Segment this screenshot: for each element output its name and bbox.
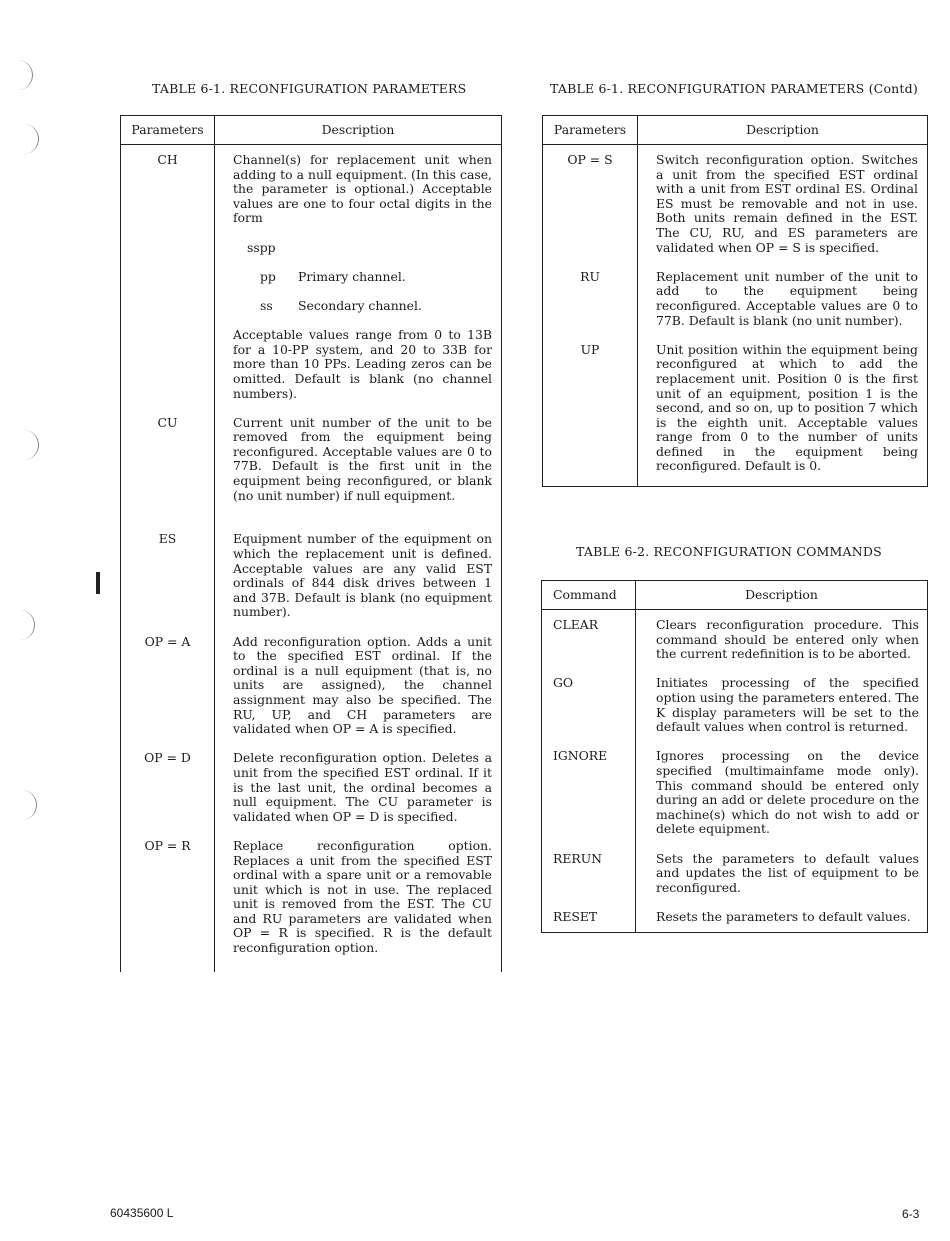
param-es: ES [121,532,215,634]
param-op-d: OP = D [121,751,215,839]
param-ch-text: Channel(s) for replacement unit when adding to a null equipment. (In this case, the parameter is optional.) Acceptable values are one to four octal digits in the form [233,152,492,226]
table-row [542,852,928,910]
table-6-1-title: TABLE 6-1. RECONFIGURATION PARAMETERS [152,81,467,96]
column-header-description: Description [638,116,928,145]
table-row [543,145,928,270]
param-ch-form: sspp [247,239,276,255]
table-row [121,635,502,752]
param-up: UP [543,343,638,487]
table-6-1-contd-title: TABLE 6-1. RECONFIGURATION PARAMETERS (Contd) [550,81,918,96]
table-row [542,610,928,677]
param-ru: RU [543,270,638,343]
command-rerun: RERUN [542,852,636,910]
param-ch-description [215,145,502,416]
param-op-s-description: Switch reconfiguration option. Switches a unit from the specified EST ordinal with a unit from EST ordinal ES. Ordinal ES must be removable and not in use. Both units remain defined in the EST. The CU, RU, and ES parameters are validated when OP = S is specified. [656,152,918,255]
table-row [121,839,502,972]
param-ch-pp [260,270,492,285]
table-row [121,532,502,634]
table-row [542,676,928,749]
param-cu: CU [121,416,215,533]
ss-desc: Secondary channel. [298,297,422,313]
scan-artifact [16,610,35,640]
ss-code: ss [260,297,273,313]
command-reset-description: Resets the parameters to default values. [656,908,911,924]
param-op-a: OP = A [121,635,215,752]
command-go-description: Initiates processing of the specified option using the parameters entered. The K display parameters will be set to the default values when control is returned. [656,675,919,735]
param-op-r-description: Replace reconfiguration option. Replaces a unit from the specified EST ordinal with a spare unit or a removable unit which is not in use. The replaced unit is removed from the EST. The CU and RU parameters are validated when OP = R is specified. R is the default reconfiguration option. [233,837,492,956]
command-clear: CLEAR [542,610,636,677]
column-header-parameters: Parameters [121,116,215,145]
table-row [121,751,502,839]
param-es-description: Equipment number of the equipment on which the replacement unit is defined. Acceptable values are any valid EST ordinals of 844 disk drives between 1 and 37B. Default is blank (no equipment number). [233,531,492,620]
param-ch-ss [260,299,492,314]
table-row [543,270,928,343]
param-op-r: OP = R [121,839,215,972]
change-bar [96,572,100,594]
param-ch: CH [121,145,215,416]
column-header-description: Description [215,116,502,145]
table-row [543,343,928,487]
document-number: 60435600 L [110,1206,174,1220]
reconfiguration-parameters-table [120,115,502,972]
command-reset: RESET [542,910,636,933]
command-clear-description: Clears reconfiguration procedure. This command should be entered only when the current redefinition is to be aborted. [656,617,919,662]
param-ru-description: Replacement unit number of the unit to add to the equipment being reconfigured. Acceptable values are 0 to 77B. Default is blank (no unit number). [656,268,918,328]
param-op-a-description: Add reconfiguration option. Adds a unit to the specified EST ordinal. If the ordinal is a null equipment (that is, no units are assigned), the channel assignment may also be specified. The RU, UP, and CH parameters are validated when OP = A is specified. [233,633,492,737]
table-row [121,145,502,416]
table-row [542,749,928,851]
command-ignore-description: Ignores processing on the device specified (multimainfame mode only). This command should be entered only during an add or delete procedure on the machine(s) which do not wish to add or delete equipment. [656,748,919,837]
table-row [121,416,502,533]
param-op-d-description: Delete reconfiguration option. Deletes a unit from the specified EST ordinal. If it is the last unit, the ordinal becomes a null equipment. The CU parameter is validated when OP = D is specified. [233,750,492,824]
pp-desc: Primary channel. [298,268,406,284]
pp-code: pp [260,268,276,284]
scan-artifact [14,60,33,90]
scan-artifact [20,430,39,460]
column-header-description: Description [636,581,928,610]
table-6-2-title: TABLE 6-2. RECONFIGURATION COMMANDS [576,544,882,559]
param-op-s: OP = S [543,145,638,270]
scan-artifact [20,124,39,154]
scan-artifact [18,790,37,820]
reconfiguration-parameters-contd-table [542,115,928,487]
param-ch-range: Acceptable values range from 0 to 13B for a 10-PP system, and 20 to 33B for more than 10 PPs. Leading zeros can be omitted. Default is blank (no channel numbers). [233,327,492,401]
command-rerun-description: Sets the parameters to default values and updates the list of equipment to be reconfigured. [656,850,919,895]
column-header-command: Command [542,581,636,610]
column-header-parameters: Parameters [543,116,638,145]
command-go: GO [542,676,636,749]
command-ignore: IGNORE [542,749,636,851]
table-row [542,910,928,933]
page-number: 6-3 [902,1207,920,1221]
reconfiguration-commands-table [541,580,928,933]
param-up-description: Unit position within the equipment being reconfigured at which to add the replacement unit. Position 0 is the first unit of an equipment, position 1 is the second, and so on, up to position 7 which is the eighth unit. Acceptable values range from 0 to the number of units defined in the equipment being reconfigured. Default is 0. [656,341,918,474]
param-cu-description: Current unit number of the unit to be removed from the equipment being reconfigured. Acceptable values are 0 to 77B. Default is the first unit in the equipment being reconfigured, or blank (no unit number) if null equipment. [233,414,492,503]
